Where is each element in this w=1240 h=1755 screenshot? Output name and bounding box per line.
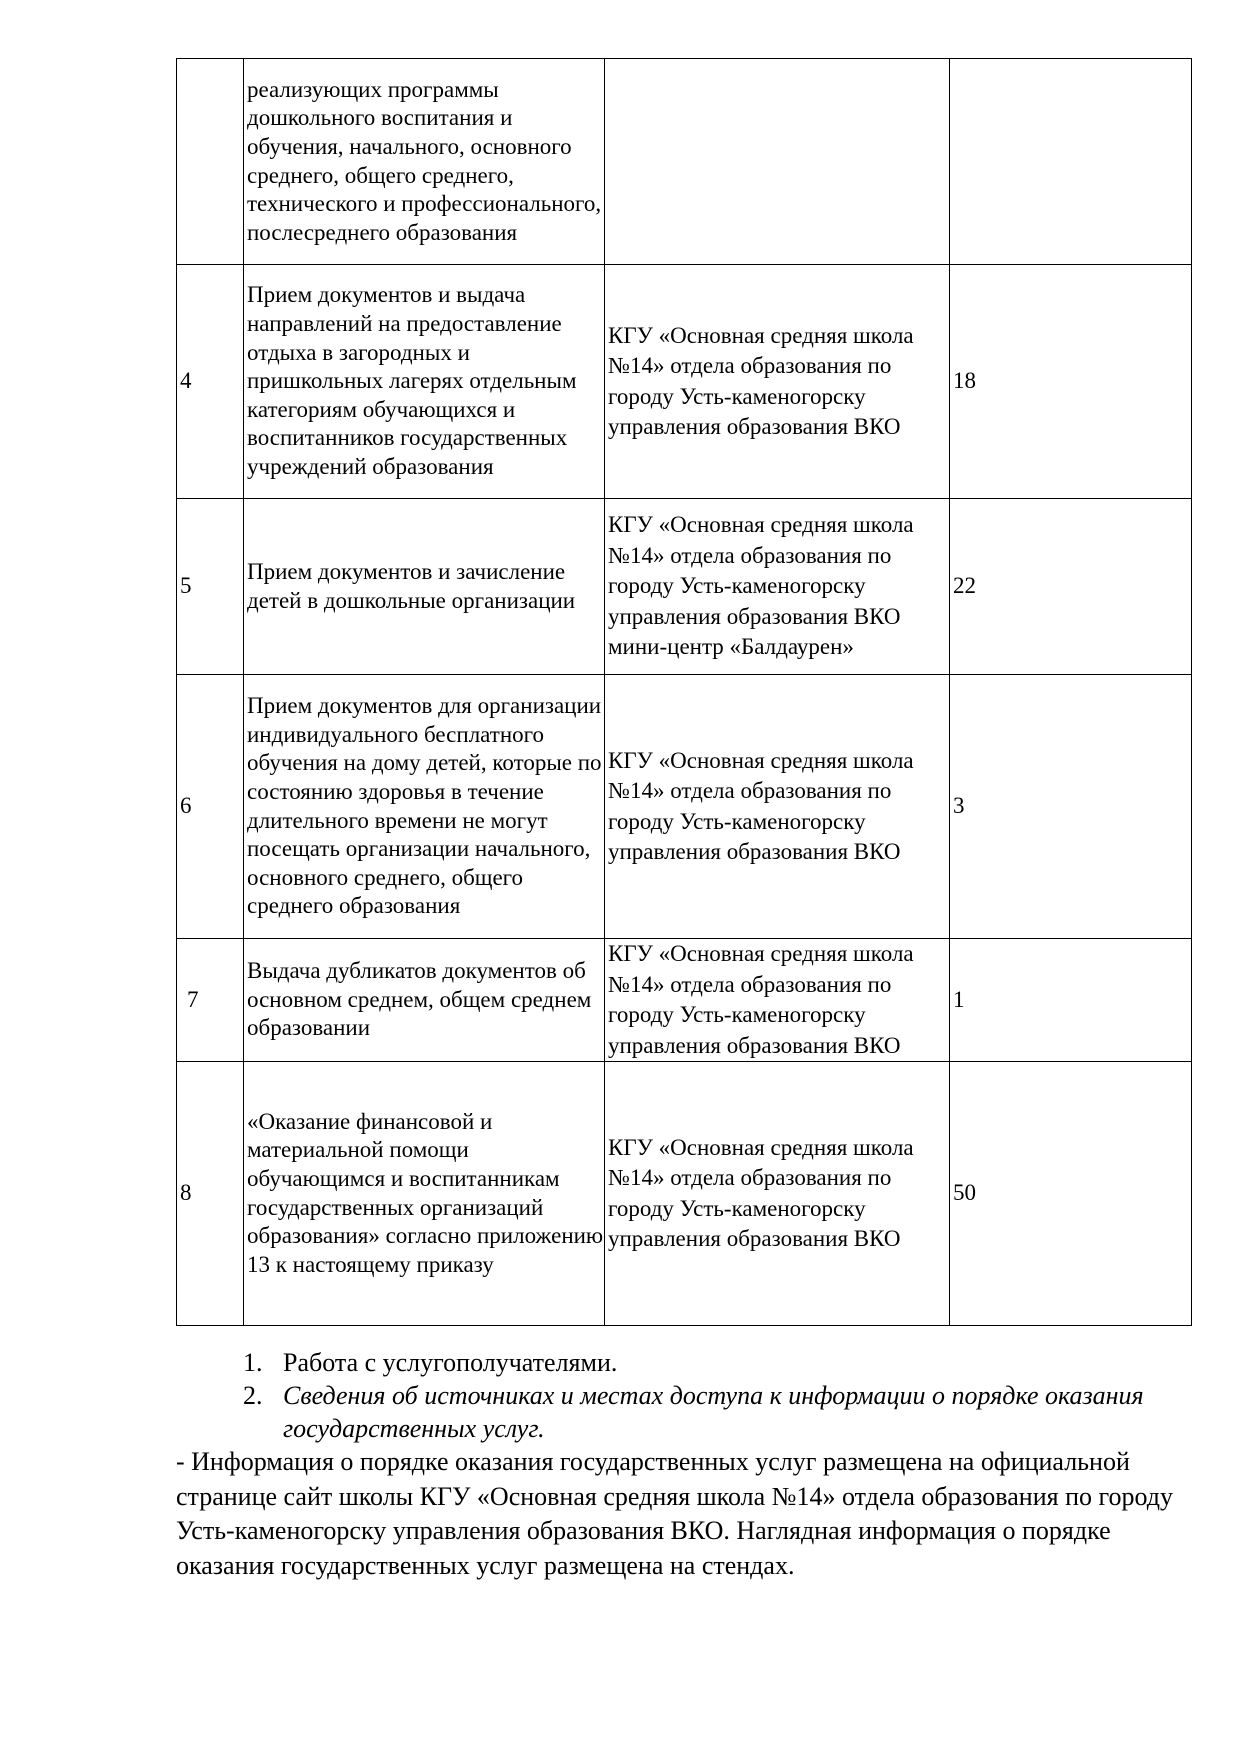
services-table [176,58,1192,1326]
table-row [177,499,1192,675]
service-count [950,59,1192,265]
service-name: Прием документов для организации индивидуального бесплатного обучения на дому детей, которые по состоянию здоровья в течение длительного времени не могут посещать организации начального, основного среднего, общего среднего образования [244,675,605,939]
table-row [177,1062,1192,1326]
service-name: Прием документов и зачисление детей в дошкольные организации [244,499,605,675]
service-provider: КГУ «Основная средняя школа №14» отдела образования по городу Усть-каменогорску управления образования ВКО мини-центр «Балдаурен» [605,499,950,675]
list-item [243,1379,1176,1445]
service-provider: КГУ «Основная средняя школа №14» отдела образования по городу Усть-каменогорску управления образования ВКО [605,675,950,939]
list-marker: 2. [243,1381,263,1410]
service-name: Выдача дубликатов документов об основном среднем, общем среднем образовании [244,939,605,1062]
list-item-text: Сведения об источниках и местах доступа к информации о порядке оказания государственных услуг. [283,1381,1144,1443]
service-count: 22 [950,499,1192,675]
table-row [177,59,1192,265]
list-item [243,1346,1176,1379]
row-number: 7 [177,939,244,1062]
row-number: 6 [177,675,244,939]
list-item-text: Работа с услугополучателями. [283,1348,618,1377]
service-count: 18 [950,265,1192,499]
after-table-content [176,1346,1176,1583]
info-paragraph: - Информация о порядке оказания государственных услуг размещена на официальной странице сайт школы КГУ «Основная средняя школа №14» отдела образования по городу Усть-каменогорску управления образования ВКО. Наглядная информация о порядке оказания государственных услуг размещена на стендах. [176,1447,1173,1580]
row-number [177,59,244,265]
numbered-list [176,1346,1176,1445]
row-number: 8 [177,1062,244,1326]
service-name: Прием документов и выдача направлений на предоставление отдыха в загородных и пришкольных лагерях отдельным категориям обучающихся и воспитанников государственных учреждений образования [244,265,605,499]
row-number: 4 [177,265,244,499]
table-row [177,675,1192,939]
service-count: 1 [950,939,1192,1062]
service-count: 3 [950,675,1192,939]
service-count: 50 [950,1062,1192,1326]
service-provider: КГУ «Основная средняя школа №14» отдела образования по городу Усть-каменогорску управления образования ВКО [605,265,950,499]
list-marker: 1. [243,1348,263,1377]
service-provider [605,59,950,265]
service-name: «Оказание финансовой и материальной помощи обучающимся и воспитанникам государственных организаций образования» согласно приложению 13 к настоящему приказу [244,1062,605,1326]
table-row [177,265,1192,499]
table-row [177,939,1192,1062]
service-provider: КГУ «Основная средняя школа №14» отдела образования по городу Усть-каменогорску управления образования ВКО [605,1062,950,1326]
row-number: 5 [177,499,244,675]
service-name: реализующих программы дошкольного воспитания и обучения, начального, основного среднего, общего среднего, технического и профессионального, послесреднего образования [244,59,605,265]
service-provider: КГУ «Основная средняя школа №14» отдела образования по городу Усть-каменогорску управления образования ВКО [605,939,950,1062]
